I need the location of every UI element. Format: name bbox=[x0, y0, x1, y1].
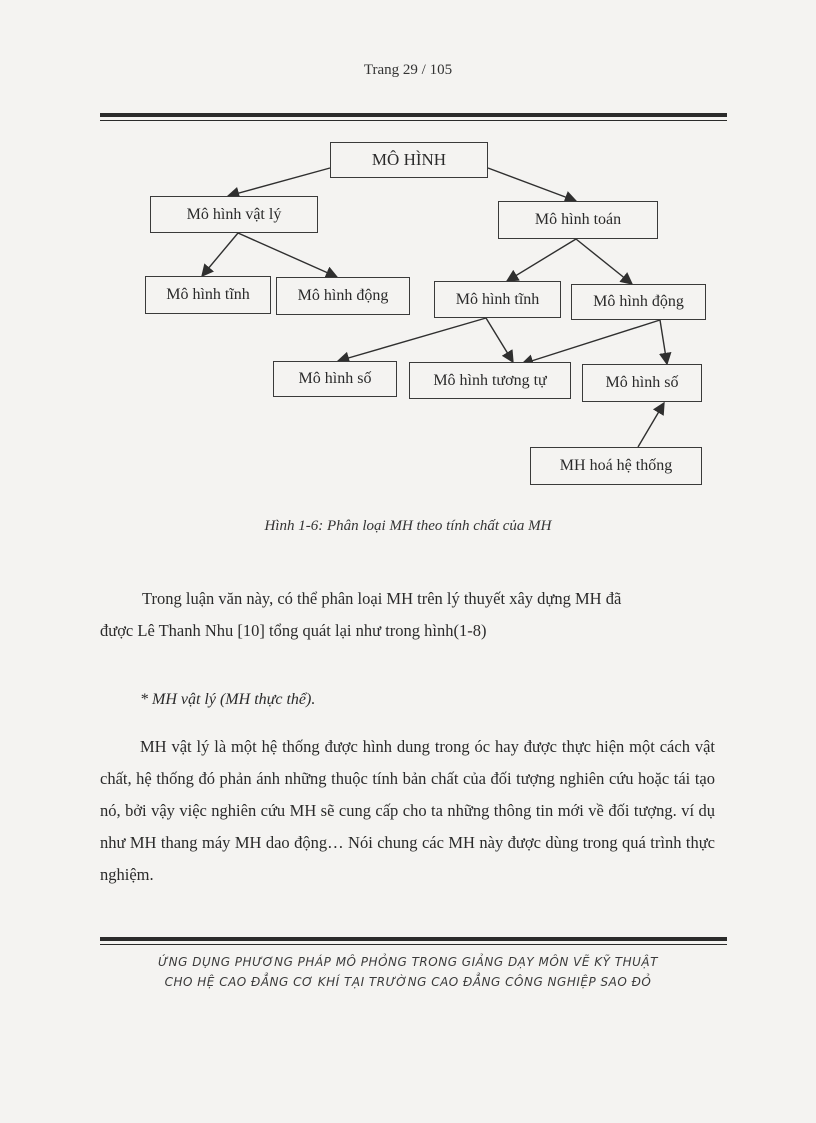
paragraph-intro-line2: được Lê Thanh Nhu [10] tổng quát lại như trong hình(1-8) bbox=[100, 621, 487, 640]
footer-rule-thin bbox=[100, 944, 727, 945]
arrow-dynamic-to-analog bbox=[522, 320, 660, 364]
page-number: Trang 29 / 105 bbox=[363, 62, 453, 78]
arrow-static-to-digital-left bbox=[338, 318, 486, 361]
classification-diagram-arrows bbox=[0, 0, 816, 500]
arrow-physical-to-dynamic bbox=[238, 233, 337, 277]
box-root: MÔ HÌNH bbox=[330, 142, 488, 178]
box-analog: Mô hình tương tự bbox=[409, 362, 571, 399]
section-heading: * MH vật lý (MH thực thể). bbox=[140, 691, 316, 708]
arrow-static-to-analog bbox=[486, 318, 513, 362]
box-math-dynamic: Mô hình động bbox=[571, 284, 706, 320]
paragraph-intro-line1: Trong luận văn này, có thể phân loại MH trên lý thuyết xây dựng MH đã bbox=[142, 589, 622, 608]
paragraph-physical-model bbox=[100, 731, 715, 891]
box-math-model: Mô hình toán bbox=[498, 201, 658, 239]
footer-title-line2: CHO HỆ CAO ĐẲNG CƠ KHÍ TẠI TRƯỜNG CAO ĐẲNG CÔNG NGHIỆP SAO ĐỎ bbox=[164, 975, 652, 989]
arrow-system-to-digital-right bbox=[638, 403, 664, 447]
box-physical-dynamic: Mô hình động bbox=[276, 277, 410, 315]
box-math-static: Mô hình tĩnh bbox=[434, 281, 561, 318]
footer-rule bbox=[100, 937, 727, 941]
arrow-math-to-dynamic bbox=[576, 239, 632, 284]
figure-caption: Hình 1-6: Phân loại MH theo tính chất của MH bbox=[264, 518, 552, 534]
box-digital-right: Mô hình số bbox=[582, 364, 702, 402]
box-physical-model: Mô hình vật lý bbox=[150, 196, 318, 233]
box-physical-static: Mô hình tĩnh bbox=[145, 276, 271, 314]
box-digital-left: Mô hình số bbox=[273, 361, 397, 397]
box-system-modeling: MH hoá hệ thống bbox=[530, 447, 702, 485]
arrow-dynamic-to-digital-right bbox=[660, 320, 667, 364]
paragraph-physical-model-text: MH vật lý là một hệ thống được hình dung trong óc hay được thực hiện một cách vật chất, hệ thống đó phản ánh những thuộc tính bản chất của đối tượng nghiên cứu hoặc tái tạo nó, bởi vậy việc nghiên cứu MH sẽ cung cấp cho ta những thông tin mới về đối tượng. ví dụ như MH thang máy MH dao động… Nói chung các MH này được dùng trong quá trình thực nghiệm. bbox=[100, 737, 715, 884]
paragraph-intro bbox=[100, 583, 725, 647]
arrow-root-to-math bbox=[488, 168, 576, 201]
arrow-physical-to-static bbox=[202, 233, 238, 276]
footer-title-line1: ỨNG DỤNG PHƯƠNG PHÁP MÔ PHỎNG TRONG GIẢNG DẠY MÔN VẼ KỸ THUẬT bbox=[158, 955, 658, 969]
arrow-root-to-physical bbox=[228, 168, 330, 196]
arrow-math-to-static bbox=[507, 239, 576, 281]
